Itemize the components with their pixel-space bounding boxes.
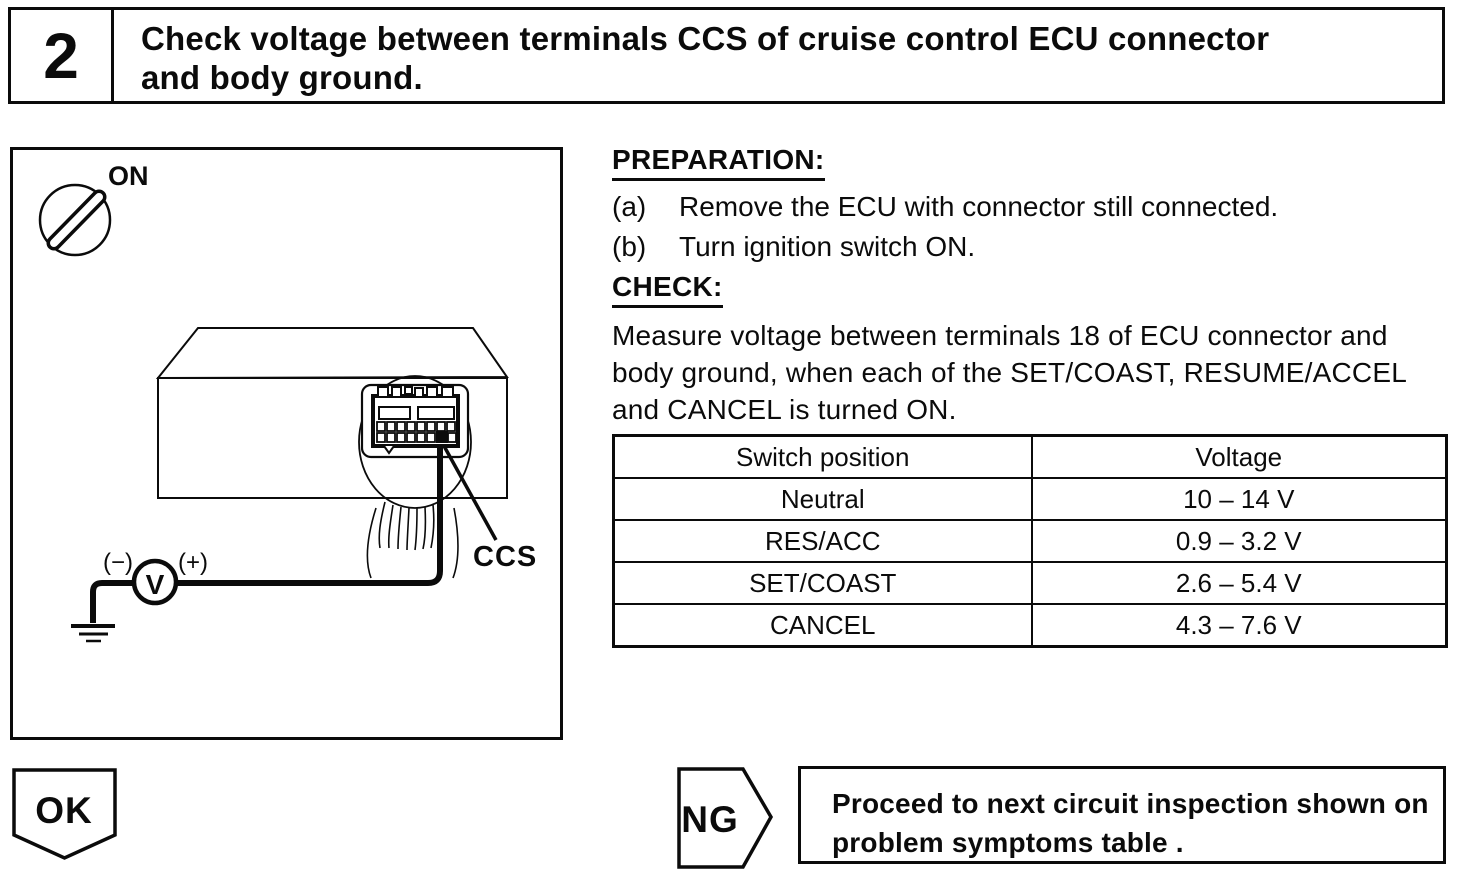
- step-number: 2: [11, 10, 114, 101]
- negative-test-wire: [93, 583, 134, 623]
- ccs-terminal-pin: [436, 431, 448, 443]
- diagram-canvas: [13, 150, 560, 737]
- step-header: [8, 7, 1445, 104]
- item-text: Turn ignition switch ON.: [679, 231, 976, 262]
- check-heading: CHECK:: [612, 270, 723, 308]
- voltmeter-icon: [134, 561, 176, 603]
- table-header-row: [614, 436, 1447, 479]
- voltmeter-label: V: [145, 569, 165, 600]
- switch-position-cell: SET/COAST: [614, 562, 1032, 604]
- ng-action-box: [798, 766, 1446, 864]
- preparation-heading: PREPARATION:: [612, 143, 825, 181]
- wire-harness: [367, 502, 458, 578]
- table-row: [614, 520, 1447, 562]
- negative-probe-label: (−): [103, 549, 133, 576]
- ok-label: OK: [35, 790, 93, 831]
- column-header-voltage: Voltage: [1032, 436, 1447, 479]
- item-text: Remove the ECU with connector still connected.: [679, 191, 1279, 222]
- ignition-on-label: ON: [108, 161, 149, 191]
- voltage-table: [612, 434, 1448, 648]
- ok-outcome-shape: [12, 768, 118, 861]
- ecu-connector: [362, 385, 468, 457]
- table-row: [614, 604, 1447, 647]
- check-text-line: and CANCEL is turned ON.: [612, 394, 957, 425]
- step-title: [114, 10, 1442, 101]
- voltage-cell: 0.9 – 3.2 V: [1032, 520, 1447, 562]
- ng-action-line: Proceed to next circuit inspection shown on: [832, 788, 1429, 819]
- ccs-terminal-label: CCS: [473, 541, 538, 573]
- table-row: [614, 478, 1447, 520]
- preparation-item: [612, 190, 1460, 224]
- table-row: [614, 562, 1447, 604]
- item-label: (b): [612, 231, 647, 262]
- preparation-item: [612, 230, 1460, 264]
- check-text-line: body ground, when each of the SET/COAST, RESUME/ACCEL: [612, 357, 1407, 388]
- switch-position-cell: CANCEL: [614, 604, 1032, 647]
- check-text-line: Measure voltage between terminals 18 of ECU connector and: [612, 320, 1388, 351]
- column-header-switch-position: Switch position: [614, 436, 1032, 479]
- ignition-switch-icon: [40, 185, 110, 255]
- ground-icon: [71, 626, 115, 641]
- ng-label: NG: [681, 799, 739, 840]
- voltage-cell: 2.6 – 5.4 V: [1032, 562, 1447, 604]
- ng-action-line: problem symptoms table .: [832, 827, 1184, 858]
- voltage-cell: 10 – 14 V: [1032, 478, 1447, 520]
- ng-outcome-shape: [677, 765, 775, 870]
- voltage-cell: 4.3 – 7.6 V: [1032, 604, 1447, 647]
- item-label: (a): [612, 191, 647, 222]
- instructions: [612, 143, 1460, 428]
- test-hookup-diagram: [10, 147, 563, 740]
- check-paragraph: [612, 317, 1460, 428]
- positive-probe-label: (+): [178, 549, 208, 576]
- step-title-line: and body ground.: [141, 59, 423, 96]
- switch-position-cell: RES/ACC: [614, 520, 1032, 562]
- step-title-line: Check voltage between terminals CCS of cruise control ECU connector: [141, 20, 1270, 57]
- switch-position-cell: Neutral: [614, 478, 1032, 520]
